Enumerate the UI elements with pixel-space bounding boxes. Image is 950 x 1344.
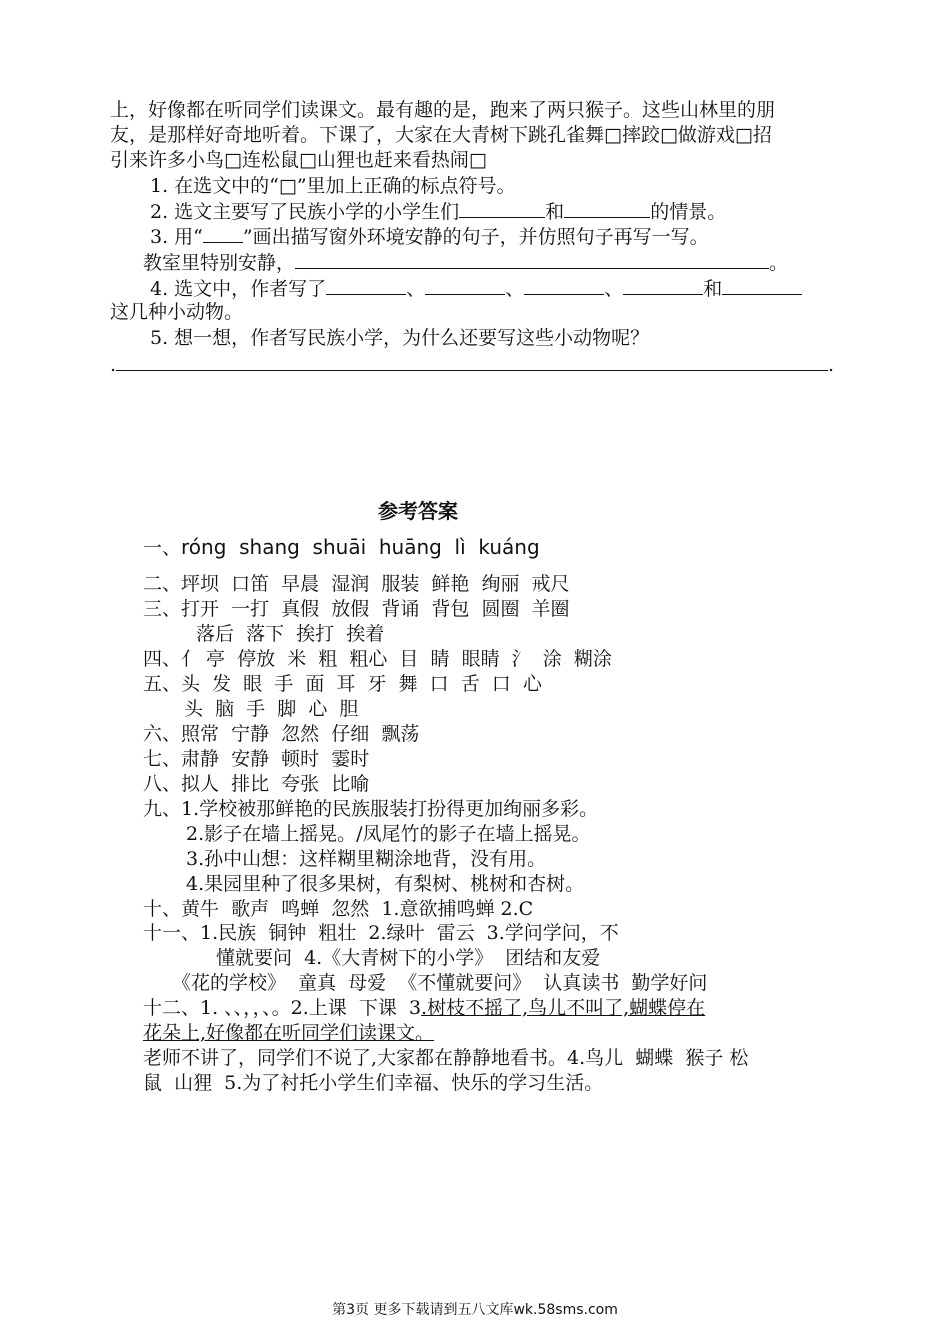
answer-blank[interactable] <box>326 276 406 295</box>
answer-9-2: 2.影子在墙上摇晃。/凤尾竹的影子在墙上摇晃。 <box>186 823 591 845</box>
answer-12-1 <box>143 996 705 1020</box>
answer-blank[interactable] <box>459 199 545 218</box>
answer-6: 六、照常 宁静 忽然 仔细 飘荡 <box>143 723 420 745</box>
question-4 <box>150 276 802 301</box>
answers-title: 参考答案 <box>378 499 458 523</box>
question-3 <box>150 224 709 249</box>
answer-11-3: 《花的学校》 童真 母爱 《不懂就要问》 认真读书 勤学好问 <box>172 972 708 994</box>
question-2-text: 2. 选文主要写了民族小学的小学生们 <box>150 201 460 223</box>
answer-2: 二、坪坝 口笛 早晨 湿润 服装 鲜艳 绚丽 戒尺 <box>143 573 570 595</box>
question-4-and: 和 <box>703 278 723 300</box>
dot-right: . <box>828 354 835 376</box>
answer-11-1: 十一、1.民族 铜钟 粗壮 2.绿叶 雷云 3.学问学问，不 <box>143 922 619 944</box>
answer-12-4: 鼠 山狸 5.为了衬托小学生们幸福、快乐的学习生活。 <box>143 1072 604 1094</box>
answer-9-3: 3.孙中山想：这样糊里糊涂地背，没有用。 <box>186 848 547 870</box>
question-2 <box>150 199 726 224</box>
answer-12-2: 花朵上,好像都在听同学们读课文。 <box>143 1022 435 1044</box>
answer-blank[interactable] <box>116 352 828 371</box>
answer-4: 四、亻 亭 停放 米 粗 粗心 目 睛 眼睛 氵 涂 糊涂 <box>143 648 612 670</box>
answer-blank[interactable] <box>295 250 769 269</box>
dot-left: . <box>110 354 117 376</box>
passage-line-2: 友，是那样好奇地听着。下课了，大家在大青树下跳孔雀舞□摔跤□做游戏□招 <box>110 124 772 146</box>
answer-11-2: 懂就要问 4.《大青树下的小学》 团结和友爱 <box>216 947 601 969</box>
question-3-text: 3. 用“ <box>150 226 203 248</box>
separator: 、 <box>505 278 525 300</box>
question-4-end: 这几种小动物。 <box>110 301 244 323</box>
question-4-text: 4. 选文中，作者写了 <box>150 278 327 300</box>
passage-line-1: 上，好像都在听同学们读课文。最有趣的是，跑来了两只猴子。这些山林里的朋 <box>110 99 776 121</box>
answer-3-b: 落后 落下 挨打 挨着 <box>196 623 385 645</box>
answer-blank[interactable] <box>623 276 703 295</box>
answer-blank[interactable] <box>564 199 650 218</box>
answer-10: 十、黄牛 歌声 鸣蝉 忽然 1.意欲捕鸣蝉 2.C <box>143 898 534 920</box>
question-2-and: 和 <box>545 201 565 223</box>
answer-1-pinyin: róng shang shuāi huāng lì kuáng <box>181 535 540 559</box>
answer-7: 七、肃静 安静 顿时 霎时 <box>143 748 370 770</box>
answer-5-b: 头 脑 手 脚 心 胆 <box>184 698 359 720</box>
underline-sample <box>203 224 243 243</box>
answer-9-1: 九、1.学校被那鲜艳的民族服装打扮得更加绚丽多彩。 <box>143 798 599 820</box>
question-5: 5. 想一想，作者写民族小学，为什么还要写这些小动物呢？ <box>150 327 650 349</box>
separator: 、 <box>604 278 624 300</box>
question-3-period: 。 <box>769 252 789 274</box>
answer-9-4: 4.果园里种了很多果树，有梨树、桃树和杏树。 <box>186 873 585 895</box>
question-3-text-2: ”画出描写窗外环境安静的句子，并仿照句子再写一写。 <box>242 226 709 248</box>
question-3-write <box>143 250 788 275</box>
answer-12-text: 十二、1. 、、，，、。2.上课 下课 3 <box>143 997 422 1019</box>
answer-blank[interactable] <box>722 276 802 295</box>
question-3-prompt: 教室里特别安静， <box>143 252 296 274</box>
answer-1 <box>143 535 540 560</box>
answer-1-label: 一、 <box>143 537 182 559</box>
answer-5: 五、头 发 眼 手 面 耳 牙 舞 口 舌 口 心 <box>143 673 542 695</box>
answer-12-underlined: .树枝不摇了,鸟儿不叫了,蝴蝶停在 <box>421 997 706 1019</box>
question-1: 1. 在选文中的“□”里加上正确的标点符号。 <box>150 175 516 197</box>
answer-blank[interactable] <box>425 276 505 295</box>
question-5-answer-line <box>110 352 834 377</box>
answer-12-3: 老师不讲了，同学们不说了,大家都在静静地看书。4.鸟儿 蝴蝶 猴子 松 <box>143 1047 749 1069</box>
question-2-end: 的情景。 <box>650 201 727 223</box>
answer-8: 八、拟人 排比 夸张 比喻 <box>143 773 370 795</box>
page-footer: 第3页 更多下载请到五八文库wk.58sms.com <box>332 1302 618 1318</box>
passage-line-3: 引来许多小鸟□连松鼠□山狸也赶来看热闹□ <box>110 149 487 171</box>
answer-blank[interactable] <box>524 276 604 295</box>
answer-3: 三、打开 一打 真假 放假 背诵 背包 圆圈 羊圈 <box>143 598 570 620</box>
separator: 、 <box>406 278 426 300</box>
